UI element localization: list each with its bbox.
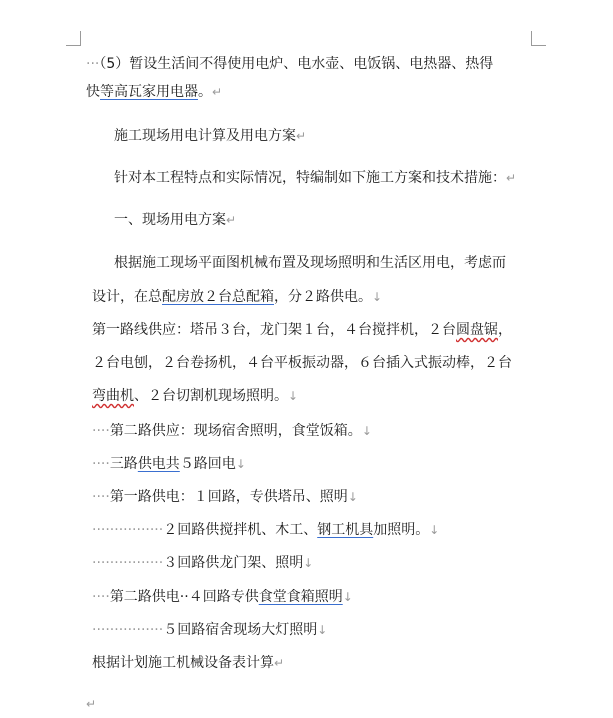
tab-dots: ················ <box>92 555 164 571</box>
line-text: 三路 <box>109 456 138 472</box>
line-text: 第二路供应：现场宿舍照明，食堂饭箱。 <box>109 423 362 439</box>
heading-line <box>114 210 236 230</box>
line-text: 根据施工现场平面图机械布置及现场照明和生活区用电，考虑而 <box>114 255 506 271</box>
line-break-icon: ↓ <box>361 424 372 438</box>
tab-dots: ··· <box>86 56 100 72</box>
line-text: ，分２路供电。 <box>274 289 372 305</box>
underlined-text: 供电共 <box>137 456 180 472</box>
tab-dots: ···· <box>92 423 110 439</box>
paragraph-line <box>114 253 506 273</box>
line-break-icon: ↓ <box>347 490 358 504</box>
tab-dots: ················ <box>92 522 164 538</box>
line-text: ５回路宿舍现场大灯照明 <box>163 622 318 638</box>
line-break-icon: ↓ <box>429 523 440 537</box>
line-text: ５路回电 <box>179 456 236 472</box>
paragraph-mark-icon: ↵ <box>212 85 223 99</box>
spelling-flagged-text: 圆盘锯 <box>456 322 498 338</box>
line-break-icon: ↓ <box>288 389 299 403</box>
paragraph-line <box>92 386 298 406</box>
underlined-text: 等高瓦家用电器 <box>100 84 198 100</box>
line-text: （5）暂设生活间不得使用电炉、电水壶、电饭锅、电热器、热得 <box>99 56 494 72</box>
tab-dots: ···· <box>92 589 110 605</box>
line-text: 第一路线供应：塔吊３台，龙门架１台，４台搅拌机，２台圆盘锯， <box>92 322 512 338</box>
paragraph-line <box>92 287 382 307</box>
paragraph-line <box>92 653 284 673</box>
paragraph-line <box>92 587 353 607</box>
paragraph-line <box>92 487 358 507</box>
page-margin-corner-top-left <box>66 31 81 46</box>
paragraph-mark-icon: ↵ <box>226 213 237 227</box>
line-text: 设计，在总 <box>92 289 162 305</box>
paragraph-line <box>92 553 313 573</box>
paragraph-line <box>114 168 516 188</box>
line-text: 针对本工程特点和实际情况，特编制如下施工方案和技术措施： <box>114 170 506 186</box>
line-text: ３回路供龙门架、照明 <box>163 555 304 571</box>
line-break-icon: ↓ <box>372 290 383 304</box>
line-text: 根据计划施工机械设备表计算 <box>92 655 274 671</box>
line-text: 快 <box>86 84 100 100</box>
paragraph-line <box>92 520 439 540</box>
paragraph-line <box>92 320 512 340</box>
paragraph-mark-icon: ↵ <box>296 129 307 143</box>
tab-dots: ···· <box>92 489 110 505</box>
underlined-text: 钢工机具 <box>317 522 374 538</box>
line-break-icon: ↓ <box>235 457 246 471</box>
paragraph-line <box>86 82 222 102</box>
tab-dots: ················ <box>92 622 164 638</box>
tab-dots: ···· <box>92 456 110 472</box>
line-break-icon: ↓ <box>303 556 314 570</box>
line-text: 。 <box>198 84 212 100</box>
paragraph-line <box>86 54 493 74</box>
line-break-icon: ↓ <box>342 590 353 604</box>
section-heading: 施工现场用电计算及用电方案 <box>114 128 296 144</box>
paragraph-line <box>92 454 246 474</box>
line-text: 加照明。 <box>373 522 430 538</box>
line-text: 第二路供电··４回路专供 <box>109 589 259 605</box>
page-margin-corner-top-right <box>531 31 546 46</box>
paragraph-mark-icon: ↵ <box>274 656 285 670</box>
line-text: 、２台切割机现场照明。 <box>134 388 288 404</box>
line-text: ２台电刨，２台卷扬机，４台平板振动器，６台插入式振动棒，２台 <box>92 355 512 371</box>
spelling-flagged-text: 弯曲机 <box>92 388 134 404</box>
paragraph-mark-icon: ↵ <box>86 697 97 711</box>
paragraph-line <box>92 620 327 640</box>
empty-paragraph <box>86 694 96 714</box>
line-break-icon: ↓ <box>317 623 328 637</box>
line-text: 第一路供电：１回路，专供塔吊、照明 <box>109 489 348 505</box>
paragraph-line <box>92 421 372 441</box>
heading-line <box>114 126 306 146</box>
underlined-text: 配房放２台总配箱 <box>162 289 274 305</box>
paragraph-line <box>92 353 512 373</box>
underlined-text: 食堂食箱照明 <box>258 589 343 605</box>
paragraph-mark-icon: ↵ <box>506 171 517 185</box>
line-text: ２回路供搅拌机、木工、 <box>163 522 318 538</box>
section-heading: 一、现场用电方案 <box>114 212 226 228</box>
